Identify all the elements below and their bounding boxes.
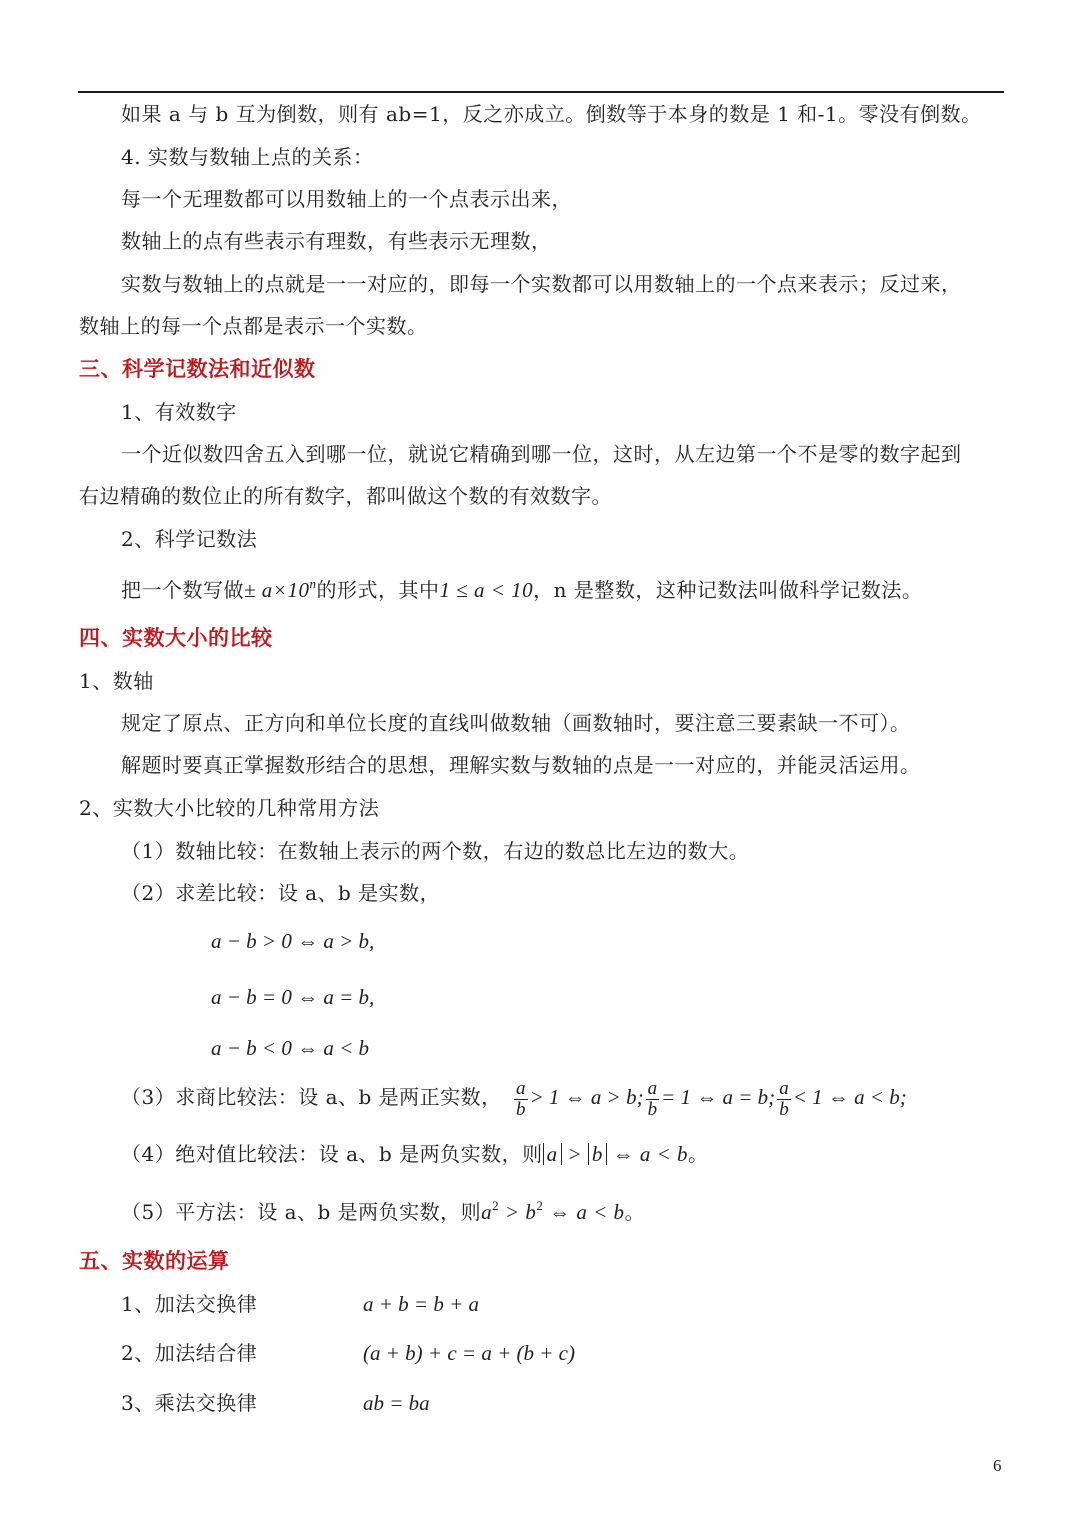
equation-diff-zero: a − b = 0 ⇔ a = b, [211, 985, 375, 1009]
subheading-number-line: 1、数轴 [79, 669, 154, 693]
paragraph-line: 解题时要真正掌握数形结合的思想，理解实数与数轴的点是一一对应的，并能灵活运用。 [121, 753, 921, 777]
section-heading-3: 三、科学记数法和近似数 [79, 356, 316, 381]
sci-range: 1 ≤ a < 10 [439, 578, 534, 602]
paragraph-line: 右边精确的数位止的所有数字，都叫做这个数的有效数字。 [79, 484, 612, 508]
formula-add-associative: (a + b) + c = a + (b + c) [363, 1341, 575, 1365]
method-square: （5）平方法：设 a、b 是两负实数，则$a^2 > b^2$ ⇔ a < b。 [121, 1198, 646, 1224]
section-heading-5: 五、实数的运算 [79, 1248, 230, 1273]
section-heading-4: 四、实数大小的比较 [79, 625, 273, 650]
equation-diff-negative: a − b < 0 ⇔ a < b [211, 1036, 370, 1060]
fraction-a-over-b: $\frac{a}{b}$ [779, 1077, 789, 1120]
equation-diff-positive: a − b > 0 ⇔ a > b, [211, 929, 375, 953]
method-number-line: （1）数轴比较：在数轴上表示的两个数，右边的数总比左边的数大。 [121, 839, 750, 863]
square-label: （5）平方法：设 a、b 是两负实数，则 [121, 1200, 482, 1224]
abs-label: （4）绝对值比较法：设 a、b 是两负实数，则 [121, 1142, 543, 1166]
subheading-significant-digits: 1、有效数字 [121, 400, 237, 424]
method-quotient [121, 1083, 502, 1111]
formula-mult-commutative: ab = ba [363, 1391, 430, 1415]
page-number: 6 [993, 1456, 1002, 1475]
subheading-comparison-methods: 2、实数大小比较的几种常用方法 [79, 796, 380, 820]
rule-add-commutative: 1、加法交换律 [121, 1292, 258, 1316]
sci-expression: ± $a\times 10^n$ [244, 576, 317, 602]
sci-mid: 的形式，其中 [316, 578, 440, 602]
method-difference: （2）求差比较：设 a、b 是实数， [121, 881, 441, 905]
subheading-scientific-notation: 2、科学记数法 [121, 527, 258, 551]
paragraph-line: 数轴上的每一个点都是表示一个实数。 [79, 314, 428, 338]
fraction-a-over-b: $\frac{a}{b}$ [647, 1077, 658, 1120]
sci-pre: 把一个数写做 [121, 578, 244, 602]
paragraph-line: 一个近似数四舍五入到哪一位，就说它精确到哪一位，这时，从左边第一个不是零的数字起到 [121, 442, 962, 466]
paragraph-line: 每一个无理数都可以用数轴上的一个点表示出来， [121, 187, 572, 211]
rule-mult-commutative: 3、乘法交换律 [121, 1391, 258, 1415]
reciprocal-text: 如果 a 与 b 互为倒数，则有 ab=1，反之亦成立。倒数等于本身的数是 1 和-1。零没有倒数。 [121, 102, 982, 126]
method-absolute-value: （4）绝对值比较法：设 a、b 是两负实数，则 a > b ⇔ a < b。 [121, 1142, 709, 1166]
sci-post: ，n 是整数，这种记数法叫做科学记数法。 [533, 578, 923, 602]
fraction-a-over-b: $\frac{a}{b}$ [516, 1077, 526, 1120]
paragraph-line: 实数与数轴上的点就是一一对应的，即每一个实数都可以用数轴上的一个点来表示；反过来， [121, 272, 962, 296]
header-rule [78, 91, 1004, 93]
quotient-label: （3）求商比较法：设 a、b 是两正实数， [121, 1085, 502, 1109]
square-formula: $a^2 > b^2$ ⇔ a < b [481, 1198, 625, 1224]
paragraph-line: 数轴上的点有些表示有理数，有些表示无理数， [121, 229, 552, 253]
subheading-real-number-line: 4. 实数与数轴上点的关系： [121, 145, 374, 169]
paragraph-line: 规定了原点、正方向和单位长度的直线叫做数轴（画数轴时，要注意三要素缺一不可）。 [121, 711, 911, 735]
quotient-formula: $\frac{a}{b}$ > 1 ⇔ a > b; $\frac{a}{b}$ = 1 ⇔ a = b; $\frac{a}{b}$ < 1 ⇔ a < b; [516, 1077, 907, 1120]
abs-formula: a > b ⇔ a < b [543, 1142, 688, 1166]
scientific-notation-line [121, 576, 922, 604]
rule-add-associative: 2、加法结合律 [121, 1341, 258, 1365]
formula-add-commutative: a + b = b + a [363, 1292, 480, 1316]
